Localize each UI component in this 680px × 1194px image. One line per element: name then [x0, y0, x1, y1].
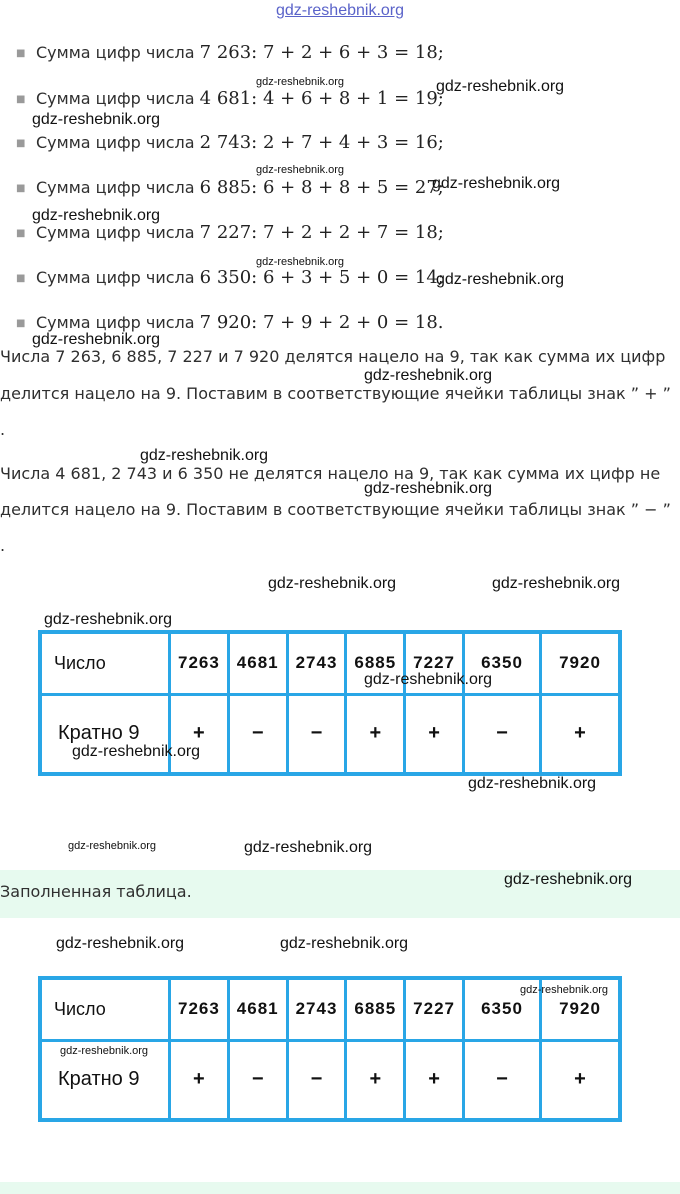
table-number-cell: 6350 [464, 632, 541, 694]
watermark: gdz-reshebnik.org [520, 984, 609, 996]
watermark: gdz-reshebnik.org [32, 331, 161, 348]
watermark: gdz-reshebnik.org [364, 671, 493, 688]
table-number-cell: 2743 [287, 632, 346, 694]
table-number-cell: 7227 [405, 632, 464, 694]
table-number-cell: 6885 [346, 978, 405, 1040]
bullet-icon: ■ [16, 48, 26, 59]
site-link[interactable]: gdz-reshebnik.org [275, 2, 405, 19]
list-item: ■ Сумма цифр числа 6 885: 6 + 8 + 8 + 5 = 27; [16, 177, 444, 198]
watermark: gdz-reshebnik.org [32, 207, 161, 224]
watermark: gdz-reshebnik.org [436, 78, 565, 95]
watermark: gdz-reshebnik.org [72, 743, 201, 760]
list-item: ■ Сумма цифр числа 7 263: 7 + 2 + 6 + 3 = 18; [16, 42, 444, 63]
table-sign-cell: + [346, 694, 405, 774]
table-header-label: Число [40, 978, 170, 1040]
watermark: gdz-reshebnik.org [44, 611, 173, 628]
table-sign-cell: + [405, 1040, 464, 1120]
watermark: gdz-reshebnik.org [436, 271, 565, 288]
table-header-label: Число [40, 632, 170, 694]
table-row-label: Кратно 9 [40, 1040, 170, 1120]
table-sign-cell: + [170, 694, 229, 774]
table-sign-cell: + [541, 1040, 621, 1120]
list-item: ■ Сумма цифр числа 6 350: 6 + 3 + 5 + 0 = 14; [16, 267, 444, 288]
watermark: gdz-reshebnik.org [256, 76, 345, 88]
table-sign-cell: − [464, 1040, 541, 1120]
bullet-icon: ■ [16, 318, 26, 329]
list-item: ■ Сумма цифр числа 4 681: 4 + 6 + 8 + 1 = 19; [16, 88, 444, 109]
table-number-cell: 7227 [405, 978, 464, 1040]
paragraph-divisible-line3: . [0, 420, 6, 439]
paragraph-not-divisible-line1: Числа 4 681, 2 743 и 6 350 не делятся нацело на 9, так как сумма их цифр не [0, 464, 661, 483]
table-number-cell: 7920 [541, 978, 621, 1040]
bottom-caption-bar [0, 1182, 680, 1194]
watermark: gdz-reshebnik.org [492, 575, 621, 592]
paragraph-divisible-line1: Числа 7 263, 6 885, 7 227 и 7 920 делятся нацело на 9, так как сумма их цифр [0, 347, 666, 366]
watermark: gdz-reshebnik.org [256, 164, 345, 176]
bullet-icon: ■ [16, 138, 26, 149]
table-number-cell: 2743 [287, 978, 346, 1040]
watermark: gdz-reshebnik.org [364, 367, 493, 384]
table-sign-cell: − [287, 1040, 346, 1120]
watermark: gdz-reshebnik.org [268, 575, 397, 592]
watermark: gdz-reshebnik.org [244, 839, 373, 856]
table-sign-cell: − [464, 694, 541, 774]
watermark: gdz-reshebnik.org [364, 480, 493, 497]
watermark: gdz-reshebnik.org [432, 175, 561, 192]
table-number-cell: 6350 [464, 978, 541, 1040]
table-number-cell: 4681 [228, 632, 287, 694]
watermark: gdz-reshebnik.org [504, 871, 633, 888]
watermark: gdz-reshebnik.org [256, 256, 345, 268]
table-sign-cell: + [541, 694, 621, 774]
bullet-icon: ■ [16, 228, 26, 239]
watermark: gdz-reshebnik.org [280, 935, 409, 952]
table-sign-cell: − [228, 1040, 287, 1120]
watermark: gdz-reshebnik.org [468, 775, 597, 792]
paragraph-divisible-line2: делится нацело на 9. Поставим в соответствующие ячейки таблицы знак ” + ” [0, 384, 671, 403]
table-sign-cell: − [287, 694, 346, 774]
paragraph-not-divisible-line3: . [0, 536, 6, 555]
bullet-icon: ■ [16, 183, 26, 194]
list-item: ■ Сумма цифр числа 7 227: 7 + 2 + 2 + 7 = 18; [16, 222, 444, 243]
bullet-icon: ■ [16, 273, 26, 284]
table-sign-cell: + [346, 1040, 405, 1120]
table-number-cell: 7920 [541, 632, 621, 694]
watermark: gdz-reshebnik.org [68, 840, 157, 852]
list-item: ■ Сумма цифр числа 7 920: 7 + 9 + 2 + 0 = 18. [16, 312, 444, 333]
list-item: ■ Сумма цифр числа 2 743: 2 + 7 + 4 + 3 = 16; [16, 132, 444, 153]
table-number-cell: 6885 [346, 632, 405, 694]
watermark: gdz-reshebnik.org [60, 1045, 149, 1057]
filled-table-caption: Заполненная таблица. [0, 882, 192, 901]
table-sign-cell: + [170, 1040, 229, 1120]
watermark: gdz-reshebnik.org [56, 935, 185, 952]
table-sign-cell: + [405, 694, 464, 774]
table-sign-cell: − [228, 694, 287, 774]
bullet-icon: ■ [16, 94, 26, 105]
table-number-cell: 4681 [228, 978, 287, 1040]
watermark: gdz-reshebnik.org [140, 447, 269, 464]
watermark: gdz-reshebnik.org [32, 111, 161, 128]
paragraph-not-divisible-line2: делится нацело на 9. Поставим в соответствующие ячейки таблицы знак ” − ” [0, 500, 671, 519]
table-row-label: Кратно 9 [40, 694, 170, 774]
table-number-cell: 7263 [170, 632, 229, 694]
table-number-cell: 7263 [170, 978, 229, 1040]
